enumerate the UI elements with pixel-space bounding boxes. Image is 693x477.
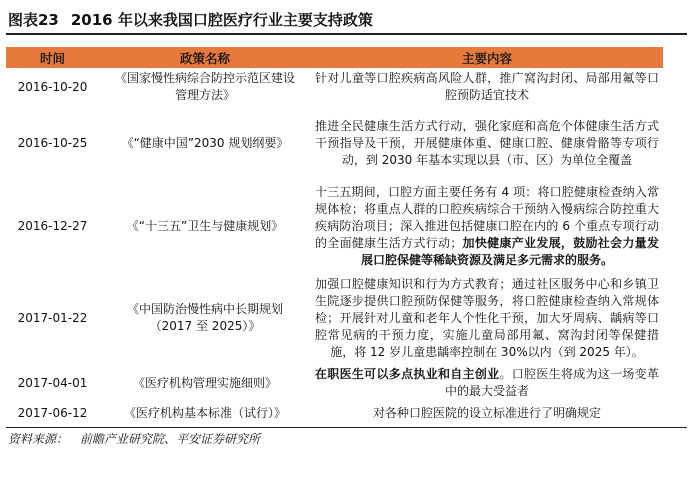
header-time: 时间 bbox=[6, 47, 99, 68]
row-content bbox=[311, 364, 663, 402]
row-content bbox=[311, 180, 663, 272]
row-policy-name bbox=[99, 68, 311, 106]
table-row bbox=[6, 68, 663, 106]
table-row bbox=[6, 180, 663, 272]
policy-name-text: 《医疗机构基本标准（试行）》 bbox=[123, 405, 286, 420]
figure-title-text: 2016 年以来我国口腔医疗行业主要支持政策 bbox=[70, 11, 373, 29]
source-label: 资料来源： bbox=[8, 432, 69, 446]
figure-label: 图表23 bbox=[8, 11, 59, 29]
row-content bbox=[311, 272, 663, 364]
policy-name-text: 《医疗机构管理实施细则》 bbox=[132, 375, 277, 390]
row-content bbox=[311, 402, 663, 424]
content-bold-text: 在职医生可以多点执业和自主创业 bbox=[315, 367, 500, 381]
row-time: 2016-10-20 bbox=[17, 79, 88, 94]
policy-name-text: 《“十三五”卫生与健康规划》 bbox=[126, 218, 284, 233]
row-policy-name bbox=[99, 364, 311, 402]
row-policy-name bbox=[99, 106, 311, 180]
figure-title bbox=[8, 9, 373, 30]
header-content: 主要内容 bbox=[311, 47, 663, 68]
row-time: 2016-10-25 bbox=[17, 135, 88, 150]
row-time: 2017-01-22 bbox=[17, 310, 88, 325]
policy-name-text: 《国家慢性病综合防控示范区建设管理方法》 bbox=[115, 71, 296, 102]
policy-name-text: 《“健康中国”2030 规划纲要》 bbox=[121, 135, 289, 150]
content-text: 加强口腔健康知识和行为方式教育；通过社区服务中心和乡镇卫生院逐步提供口腔预防保健等服务，将口腔健康检查纳入常规体检；开展针对儿童和老年人个性化干预，加大牙周病、龋病等口腔常见病的干预力度，实施儿童局部用氟、窝沟封闭等保健措施，将 12 岁儿童患龋率控制在 30%以内（到 2025 年）。 bbox=[315, 276, 659, 359]
row-content bbox=[311, 106, 663, 180]
policy-table bbox=[6, 47, 663, 424]
table-row bbox=[6, 272, 663, 364]
source-note bbox=[8, 430, 260, 447]
content-text: 针对儿童等口腔疾病高风险人群，推广窝沟封闭、局部用氟等口腔预防适宜技术 bbox=[315, 71, 659, 102]
content-text: 推进全民健康生活方式行动，强化家庭和高危个体健康生活方式干预指导及干预，开展健康体重、健康口腔、健康骨骼等专项行动，到 2030 年基本实现以县（市、区）为单位全覆盖 bbox=[315, 118, 659, 167]
figure-header bbox=[6, 6, 687, 34]
policy-name-text: 《中国防治慢性病中长期规划（2017 至 2025）》 bbox=[126, 302, 283, 333]
row-policy-name bbox=[99, 180, 311, 272]
table-row bbox=[6, 402, 663, 424]
row-time: 2017-06-12 bbox=[17, 405, 88, 420]
top-rule bbox=[6, 33, 687, 35]
content-bold-text: 加快健康产业发展，鼓励社会力量发展口腔保健等稀缺资源及满足多元需求的服务。 bbox=[360, 235, 659, 267]
table-header-row bbox=[6, 47, 663, 68]
content-text: 十三五期间，口腔方面主要任务有 4 项：将口腔健康检查纳入常规体检；将重点人群的口腔疾病综合干预纳入慢病综合防控重大疾病防治项目；深入推进包括健康口腔在内的 6 个重点专项行动的全面健康生活方式行动； bbox=[315, 184, 659, 250]
content-after-text: 。口腔医生将成为这一场变革中的最大受益者 bbox=[444, 367, 659, 398]
content-text: 对各种口腔医院的设立标准进行了明确规定 bbox=[372, 405, 601, 420]
row-content bbox=[311, 68, 663, 106]
row-time: 2016-12-27 bbox=[17, 218, 88, 233]
bottom-rule bbox=[6, 427, 687, 428]
row-time: 2017-04-01 bbox=[17, 375, 88, 390]
table-row bbox=[6, 106, 663, 180]
header-name: 政策名称 bbox=[99, 47, 311, 68]
table-row bbox=[6, 364, 663, 402]
source-text: 前瞻产业研究院、平安证券研究所 bbox=[80, 432, 261, 446]
row-policy-name bbox=[99, 272, 311, 364]
row-policy-name bbox=[99, 402, 311, 424]
